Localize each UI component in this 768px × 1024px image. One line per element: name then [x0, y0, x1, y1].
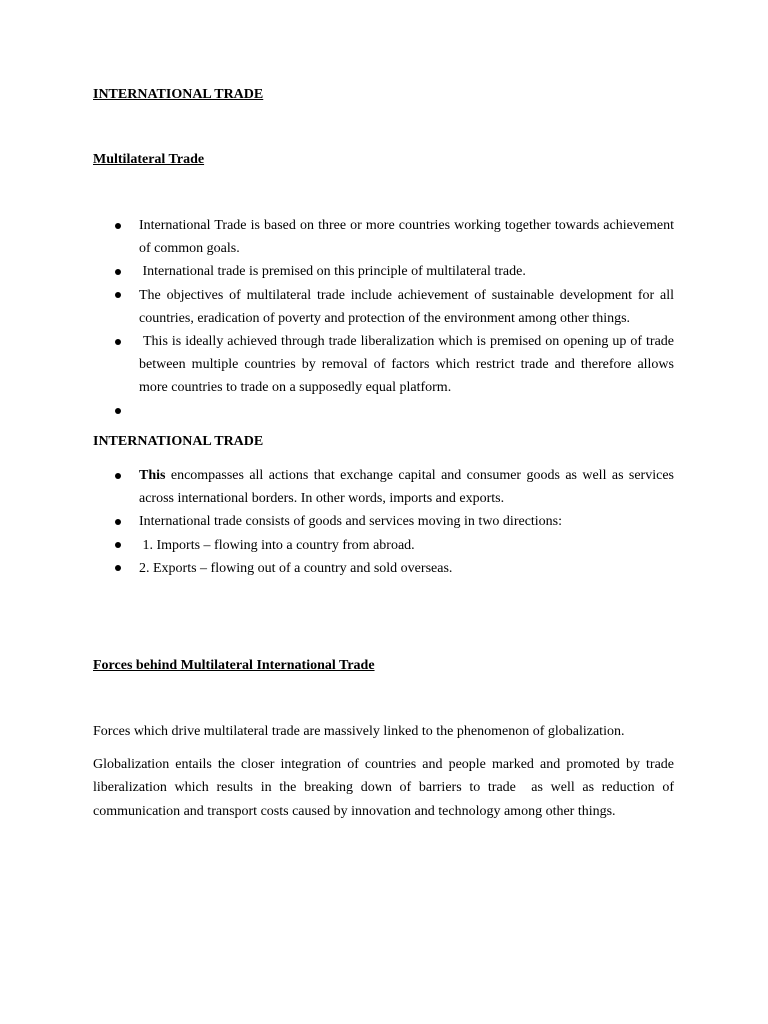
bullet-icon — [115, 519, 121, 525]
list-item — [93, 557, 674, 580]
list-item — [93, 284, 674, 330]
international-trade-list — [93, 464, 678, 580]
list-item-text: 1. Imports – flowing into a country from abroad. — [139, 537, 415, 553]
list-item-text: This is ideally achieved through trade liberalization which is premised on opening up of trade between multiple countries by removal of factors which restrict trade and therefore allows more countries to trade on a supposedly equal platform. — [139, 334, 678, 396]
bullet-icon — [115, 339, 121, 345]
bullet-icon — [115, 292, 121, 298]
list-item-text: International trade is premised on this principle of multilateral trade. — [139, 264, 526, 280]
list-item — [93, 464, 678, 510]
section-heading-international-trade: INTERNATIONAL TRADE — [93, 434, 264, 449]
bullet-icon — [115, 473, 121, 479]
list-item-text: International Trade is based on three or more countries working together towards achievement of common goals. — [139, 218, 674, 257]
list-item-lead: This — [139, 468, 166, 483]
document-title: INTERNATIONAL TRADE — [93, 87, 264, 102]
list-item — [93, 260, 674, 283]
list-item — [93, 214, 674, 260]
list-item-text: International trade consists of goods and services moving in two directions: — [139, 514, 563, 530]
bullet-icon — [115, 408, 121, 414]
section-heading-multilateral-trade: Multilateral Trade — [93, 152, 205, 167]
list-item-text: The objectives of multilateral trade include achievement of sustainable development for all countries, eradication of poverty and protection of the environment among other things. — [139, 287, 674, 326]
bullet-icon — [115, 542, 121, 548]
paragraph-forces: Forces which drive multilateral trade are massively linked to the phenomenon of globalization. — [93, 724, 625, 739]
paragraph-globalization: Globalization entails the closer integration of countries and people marked and promoted by trade liberalization which results in the breaking down of barriers to trade as well as reduction of communication and transport costs caused by innovation and technology among other things. — [93, 757, 678, 819]
list-item — [93, 330, 678, 400]
bullet-icon — [115, 565, 121, 571]
multilateral-trade-list — [93, 214, 678, 423]
bullet-icon — [115, 269, 121, 275]
section-heading-forces: Forces behind Multilateral International Trade — [93, 658, 375, 673]
list-item-text: encompasses all actions that exchange capital and consumer goods as well as services across international borders. In other words, imports and exports. — [139, 468, 678, 507]
list-item-text: 2. Exports – flowing out of a country and sold overseas. — [139, 560, 453, 576]
list-item — [93, 534, 674, 557]
list-item — [93, 510, 674, 533]
bullet-icon — [115, 223, 121, 229]
list-item — [93, 400, 674, 423]
